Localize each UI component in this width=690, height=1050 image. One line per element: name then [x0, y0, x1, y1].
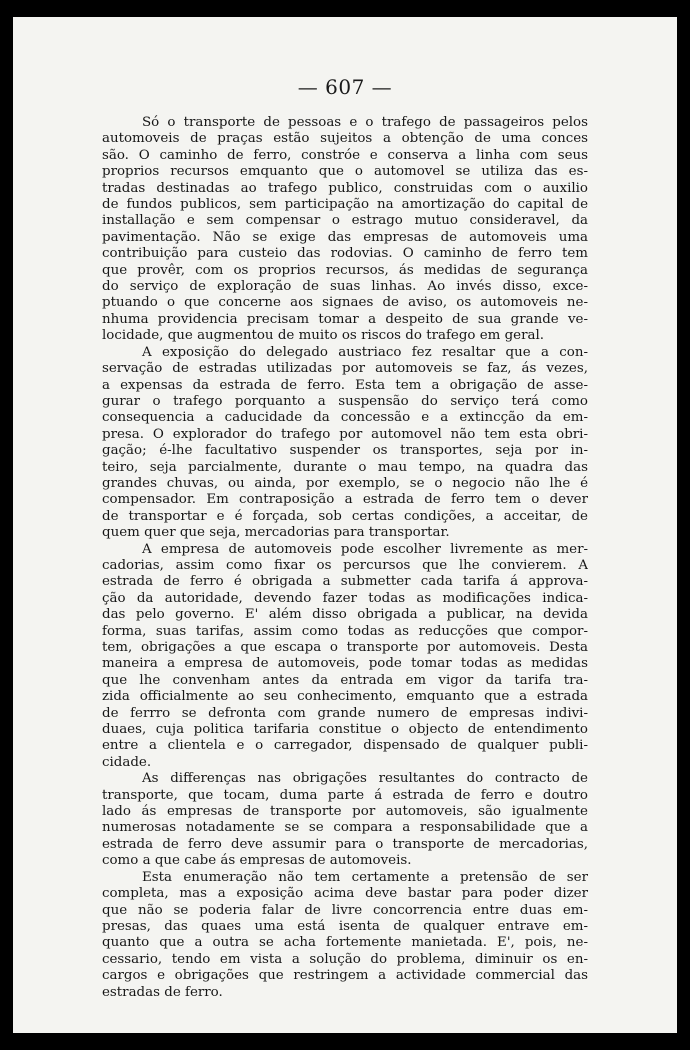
text-line: grandes chuvas, ou ainda, por exemplo, se o negocio não lhe é: [102, 475, 588, 491]
text-line: gação; é-lhe facultativo suspender os transportes, seja por in-: [102, 443, 588, 459]
text-line: cargos e obrigações que restringem a actividade commercial das: [102, 968, 588, 984]
text-line: como a que cabe ás empresas de automoveis.: [102, 853, 412, 869]
text-line: das pelo governo. E' além disso obrigada a publicar, na devida: [102, 607, 588, 623]
text-line: A empresa de automoveis pode escolher livremente as mer-: [142, 541, 588, 557]
text-line: são. O caminho de ferro, constróe e conserva a linha com seus: [102, 147, 588, 163]
text-line: zida officialmente ao seu conhecimento, emquanto que a estrada: [102, 689, 588, 705]
text-line: A exposição do delegado austriaco fez resaltar que a con-: [142, 344, 588, 360]
text-line: presa. O explorador do trafego por automovel não tem esta obri-: [102, 426, 588, 442]
text-line: proprios recursos emquanto que o automovel se utiliza das es-: [102, 164, 588, 180]
document-body: [102, 115, 588, 1001]
text-line: locidade, que augmentou de muito os riscos do trafego em geral.: [102, 328, 545, 344]
text-line: cessario, tendo em vista a solução do problema, diminuir os en-: [102, 951, 588, 967]
text-line: estrada de ferro é obrigada a submetter cada tarifa á approva-: [102, 574, 588, 590]
text-line: presas, das quaes uma está isenta de qualquer entrave em-: [102, 918, 588, 934]
text-line: tradas destinadas ao trafego publico, construidas com o auxilio: [102, 180, 588, 196]
text-line: Esta enumeração não tem certamente a pretensão de ser: [142, 869, 588, 885]
text-line: compensador. Em contraposição a estrada de ferro tem o dever: [102, 492, 588, 508]
page-sheet: [13, 17, 677, 1033]
text-line: de transportar e é forçada, sob certas condições, a acceitar, de: [102, 508, 588, 524]
text-line: numerosas notadamente se se compara a responsabilidade que a: [102, 820, 588, 836]
text-line: nhuma providencia precisam tomar a despeito de sua grande ve-: [102, 311, 588, 327]
text-line: contribuição para custeio das rodovias. O caminho de ferro tem: [102, 246, 588, 262]
paragraph: [102, 115, 588, 345]
text-line: maneira a empresa de automoveis, pode tomar todas as medidas: [102, 656, 588, 672]
text-line: gurar o trafego porquanto a suspensão do serviço terá como: [102, 393, 588, 409]
text-line: que lhe convenham antes da entrada em vigor da tarifa tra-: [102, 672, 588, 688]
text-line: As differenças nas obrigações resultantes do contracto de: [142, 771, 588, 787]
page-number: — 607 —: [297, 75, 393, 99]
text-line: estradas de ferro.: [102, 984, 223, 1000]
text-line: de fundos publicos, sem participação na amortização do capital de: [102, 197, 588, 213]
text-line: duaes, cuja politica tarifaria constitue o objecto de entendimento: [102, 722, 588, 738]
text-line: quanto que a outra se acha fortemente manietada. E', pois, ne-: [102, 935, 588, 951]
text-line: installação e sem compensar o estrago mutuo consideravel, da: [102, 213, 588, 229]
text-line: lado ás empresas de transporte por automoveis, são igualmente: [102, 804, 588, 820]
text-line: cadorias, assim como fixar os percursos que lhe convierem. A: [102, 557, 588, 573]
text-line: cidade.: [102, 754, 152, 770]
text-line: do serviço de exploração de suas linhas. Ao invés disso, exce-: [102, 279, 588, 295]
text-line: servação de estradas utilizadas por automoveis se faz, ás vezes,: [102, 361, 588, 377]
text-line: ção da autoridade, devendo fazer todas as modificações indica-: [102, 590, 588, 606]
text-line: completa, mas a exposição acima deve bastar para poder dizer: [102, 886, 588, 902]
text-line: automoveis de praças estão sujeitos a obtenção de uma conces: [102, 131, 588, 147]
text-line: entre a clientela e o carregador, dispensado de qualquer publi-: [102, 738, 588, 754]
text-line: que provêr, com os proprios recursos, ás medidas de segurança: [102, 262, 588, 278]
text-line: Só o transporte de pessoas e o trafego de passageiros pelos: [142, 115, 588, 130]
text-line: quem quer que seja, mercadorias para transportar.: [102, 525, 450, 541]
text-line: ptuando o que concerne aos signaes de aviso, os automoveis ne-: [102, 295, 588, 311]
paragraph: [102, 542, 588, 772]
text-line: de ferrro se defronta com grande numero de empresas indivi-: [102, 705, 588, 721]
paragraph: [102, 771, 588, 869]
text-line: forma, suas tarifas, assim como todas as reducções que compor-: [102, 623, 588, 639]
text-line: tem, obrigações a que escapa o transporte por automoveis. Desta: [102, 640, 588, 655]
text-line: teiro, seja parcialmente, durante o mau tempo, na quadra das: [102, 459, 588, 475]
text-line: transporte, que tocam, duma parte á estrada de ferro e doutro: [102, 787, 588, 803]
text-line: estrada de ferro deve assumir para o transporte de mercadorias,: [102, 836, 588, 852]
paragraph: [102, 345, 588, 542]
text-line: pavimentação. Não se exige das empresas de automoveis uma: [102, 229, 588, 245]
text-line: consequencia a caducidade da concessão e a extincção da em-: [102, 410, 588, 426]
text-line: que não se poderia falar de livre concorrencia entre duas em-: [102, 902, 588, 918]
text-line: a expensas da estrada de ferro. Esta tem a obrigação de asse-: [102, 377, 588, 393]
paragraph: [102, 870, 588, 1001]
